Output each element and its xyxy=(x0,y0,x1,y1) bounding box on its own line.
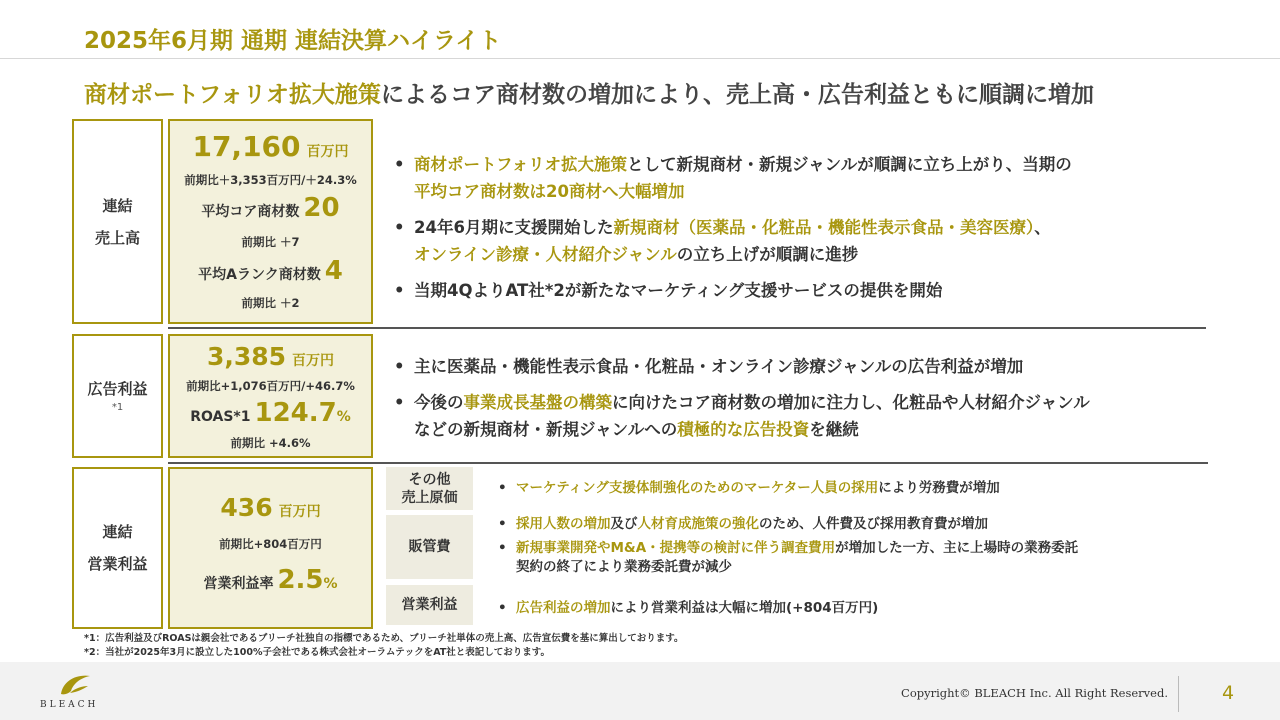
sales-bullet-3: • 当期4QよりAT社*2が新たなマーケティング支援サービスの提供を開始 xyxy=(392,277,1192,304)
op-profit-label-line2: 営業利益 xyxy=(87,555,148,573)
arank-count-value: 4 xyxy=(324,256,343,286)
sales-label-line2: 売上高 xyxy=(94,228,140,247)
arank-count-yoy: 前期比 ＋2 xyxy=(241,296,300,310)
ad-profit-label-box xyxy=(72,334,163,458)
op-margin-percent: % xyxy=(323,576,338,592)
ad-profit-yoy: 前期比+1,076百万円/+46.7% xyxy=(186,379,355,393)
op-margin-value: 2.5 xyxy=(277,565,324,595)
op-profit-unit: 百万円 xyxy=(278,504,321,520)
sales-kpi-box xyxy=(168,119,373,324)
ad-profit-unit: 百万円 xyxy=(292,353,335,369)
category-other-cogs: その他 売上原価 xyxy=(386,467,473,510)
op-margin-label: 営業利益率 xyxy=(203,576,274,592)
sales-value: 17,160 xyxy=(192,130,301,163)
category-sga: 販管費 xyxy=(386,515,473,579)
op-profit-bullet-1: • 広告利益の増加により営業利益は大幅に増加(+804百万円) xyxy=(496,599,1196,618)
subtitle-highlight: 商材ポートフォリオ拡大施策 xyxy=(84,82,381,108)
sales-yoy: 前期比＋3,353百万円/＋24.3% xyxy=(184,173,357,187)
core-count-label: 平均コア商材数 xyxy=(201,204,300,220)
ad-profit-note: *1 xyxy=(111,402,124,413)
sales-bullet-1: • 商材ポートフォリオ拡大施策として新規商材・新規ジャンルが順調に立ち上がり、当期の 平均コア商材数は20商材へ大幅増加 xyxy=(392,151,1192,205)
sales-bullet-2: • 24年6月期に支援開始した新規商材（医薬品・化粧品・機能性表示食品・美容医療）、 オンライン診療・人材紹介ジャンルの立ち上げが順調に進捗 xyxy=(392,214,1192,268)
ad-profit-kpi-box xyxy=(168,334,373,458)
ad-profit-label: 広告利益 xyxy=(87,380,148,398)
ad-profit-bullet-2: • 今後の事業成長基盤の構築に向けたコア商材数の増加に注力し、化粧品や人材紹介ジャンル などの新規商材・新規ジャンルへの積極的な広告投資を継続 xyxy=(392,389,1202,443)
op-profit-value: 436 xyxy=(220,493,273,522)
page-number: 4 xyxy=(1222,682,1235,704)
op-profit-label-line1: 連結 xyxy=(102,523,133,541)
core-count-yoy: 前期比 ＋7 xyxy=(241,235,300,249)
sga-bullets xyxy=(496,515,1196,577)
category-op-profit: 営業利益 xyxy=(386,585,473,625)
roas-label: ROAS*1 xyxy=(190,409,251,425)
ad-profit-bullets xyxy=(392,353,1202,452)
ad-profit-value: 3,385 xyxy=(206,342,287,371)
subtitle-rest: によるコア商材数の増加により、売上高・広告利益ともに順調に増加 xyxy=(380,82,1094,108)
cogs-bullet-1: • マーケティング支援体制強化のためのマーケター人員の採用により労務費が増加 xyxy=(496,479,1196,498)
op-profit-bullets xyxy=(496,599,1196,618)
sales-unit: 百万円 xyxy=(306,144,349,160)
op-profit-yoy: 前期比+804百万円 xyxy=(219,537,322,551)
footnote-2: *2：当社が2025年3月に設立した100%子会社である株式会社オーラムテックをAT社と表記しております。 xyxy=(84,647,551,658)
sales-label-line1: 連結 xyxy=(102,196,133,215)
ad-profit-bullet-1: • 主に医薬品・機能性表示食品・化粧品・オンライン診療ジャンルの広告利益が増加 xyxy=(392,353,1202,380)
bleach-logo-text: BLEACH xyxy=(40,700,99,710)
section-divider-1 xyxy=(168,327,1206,329)
op-profit-kpi-box xyxy=(168,467,373,629)
op-profit-label-box xyxy=(72,467,163,629)
sga-bullet-2: • 新規事業開発やM&A・提携等の検討に伴う調査費用が増加した一方、主に上場時の業務委託 契約の終了により業務委託費が減少 xyxy=(496,539,1196,577)
section-divider-2 xyxy=(168,462,1208,464)
sales-label-box xyxy=(72,119,163,324)
footer-divider xyxy=(1178,676,1179,712)
bleach-logo-icon xyxy=(58,671,92,703)
roas-value: 124.7 xyxy=(254,398,337,428)
title-divider xyxy=(0,58,1280,59)
sales-bullets xyxy=(392,151,1192,313)
page-subtitle xyxy=(84,76,1094,109)
roas-yoy: 前期比 +4.6% xyxy=(230,436,311,450)
arank-count-label: 平均Aランク商材数 xyxy=(198,267,321,283)
core-count-value: 20 xyxy=(303,193,340,223)
page-title: 2025年6月期 通期 連結決算ハイライト xyxy=(84,28,502,54)
copyright: Copyright© BLEACH Inc. All Right Reserved. xyxy=(901,686,1168,700)
sga-bullet-1: • 採用人数の増加及び人材育成施策の強化のため、人件費及び採用教育費が増加 xyxy=(496,515,1196,534)
cogs-bullets xyxy=(496,479,1196,498)
roas-percent: % xyxy=(336,409,351,425)
footnote-1: *1：広告利益及びROASは親会社であるブリーチ社独自の指標であるため、ブリーチ社単体の売上高、広告宣伝費を基に算出しております。 xyxy=(84,633,684,644)
